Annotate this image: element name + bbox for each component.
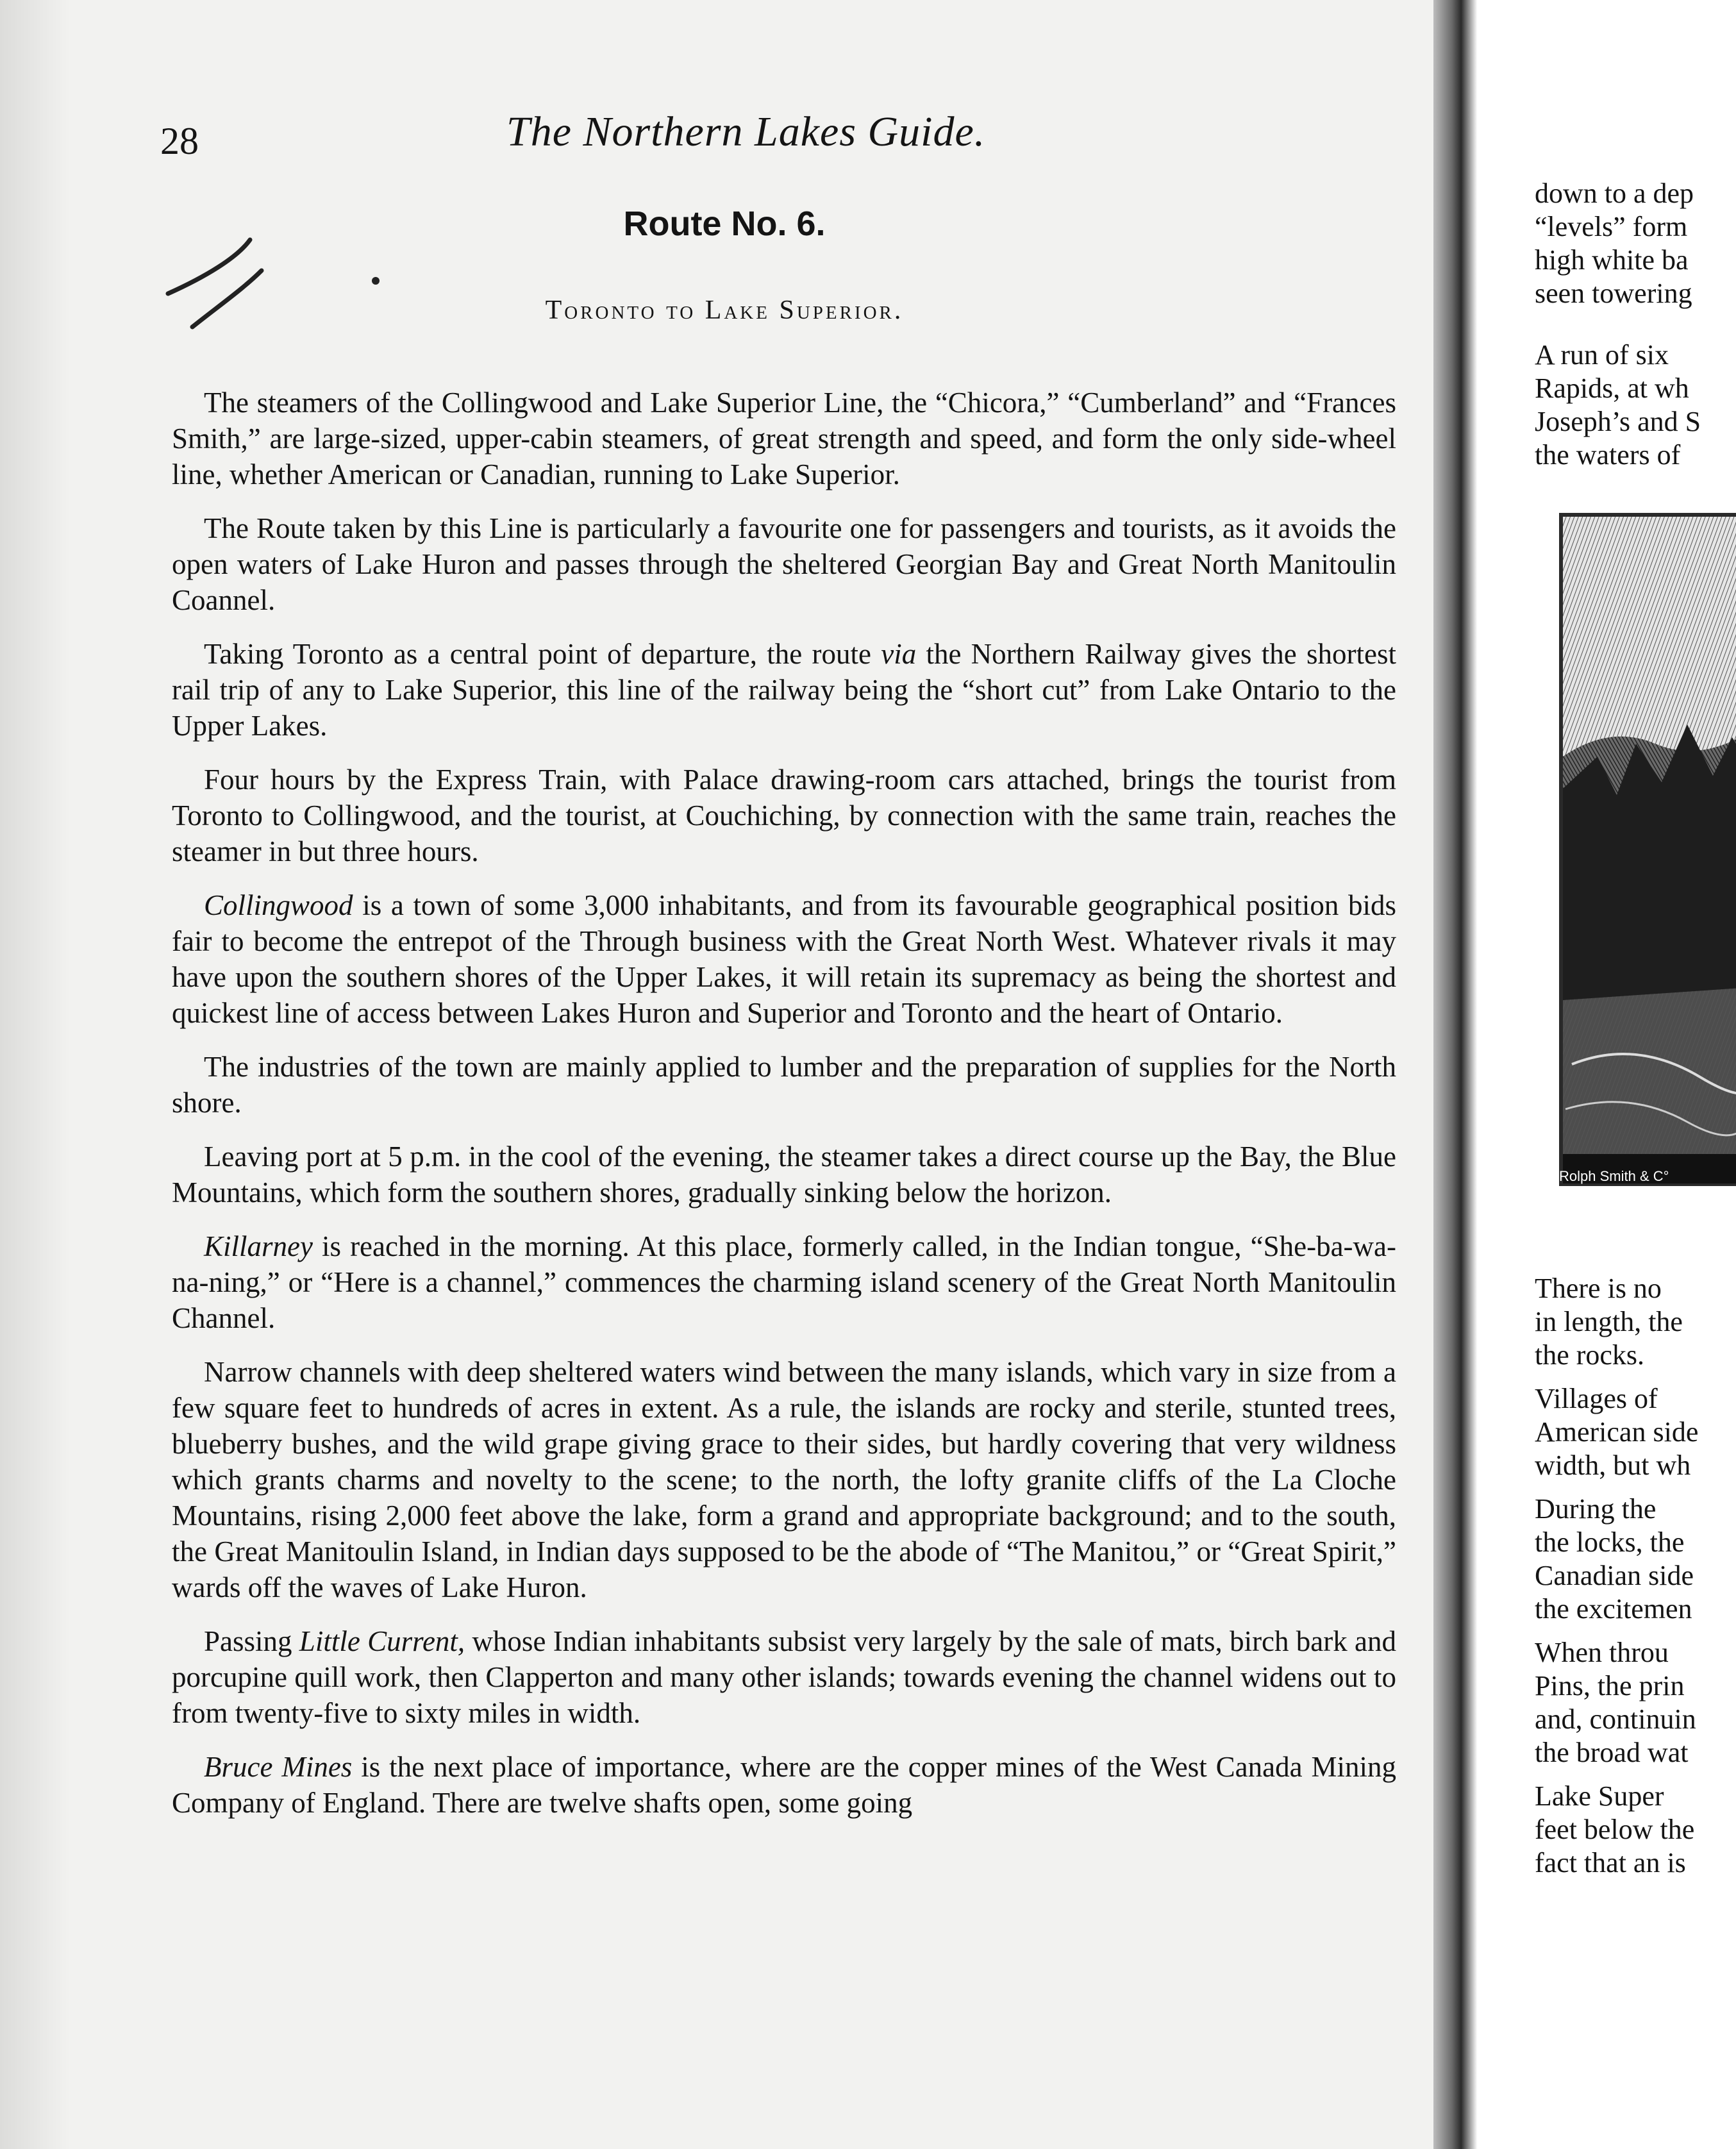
right-page-top-text xyxy=(1535,177,1736,310)
body-paragraph: Taking Toronto as a central point of departure, the route via the Northern Railway gives the shortest rail trip of any to Lake Superior, this line of the railway being the “short cut” from Lake Ontario to the Upper Lakes. xyxy=(172,638,1396,742)
italic-term: Killarney xyxy=(204,1230,313,1262)
italic-term: via xyxy=(881,638,917,670)
running-head: The Northern Lakes Guide. xyxy=(506,108,986,155)
text-line: Joseph’s and S xyxy=(1535,406,1701,437)
text-line: A run of six xyxy=(1535,339,1669,371)
engraved-illustration xyxy=(1559,513,1736,1186)
text-line: in length, the xyxy=(1535,1306,1683,1337)
text-line: There is no xyxy=(1535,1273,1662,1304)
text-line: Villages of xyxy=(1535,1383,1658,1414)
route-subtitle: Toronto to Lake Superior. xyxy=(545,296,904,325)
text-line: the broad wat xyxy=(1535,1737,1689,1768)
text-line: high white ba xyxy=(1535,244,1689,276)
text-line: width, but wh xyxy=(1535,1450,1691,1481)
right-page-bottom-text xyxy=(1535,1272,1736,1890)
body-paragraph: The Route taken by this Line is particularly a favourite one for passengers and tourists, as it avoids the open waters of Lake Huron and passes through the sheltered Georgian Bay and Great North Manitoulin Coannel. xyxy=(172,512,1396,616)
italic-term: Little Current, xyxy=(299,1625,465,1657)
body-paragraph: Narrow channels with deep sheltered waters wind between the many islands, which vary in size from a few square feet to hundreds of acres in extent. As a rule, the islands are rocky and sterile, stunted trees, blueberry bushes, and the wild grape giving grace to their sides, but hardly covering that very wildness which grants charms and novelty to the scene; to the north, the lofty granite cliffs of the La Cloche Mountains, rising 2,000 feet above the lake, form a grand and appropriate background; and to the south, the Great Manitoulin Island, in Indian days supposed to be the abode of “The Manitou,” or “Great Spirit,” wards off the waves of Lake Huron. xyxy=(172,1356,1396,1603)
right-page-para2 xyxy=(1535,339,1736,472)
right-page-paragraph xyxy=(1535,1780,1736,1880)
text-line: fact that an is xyxy=(1535,1847,1686,1878)
illustration-caption: Rolph Smith & C° xyxy=(1559,1168,1669,1184)
text-line: down to a dep xyxy=(1535,178,1694,209)
text-line: the locks, the xyxy=(1535,1526,1685,1558)
right-page-paragraph xyxy=(1535,1493,1736,1626)
right-page-paragraph xyxy=(1535,1382,1736,1482)
body-paragraph: Collingwood is a town of some 3,000 inhabitants, and from its favourable geographical position bids fair to become the entrepot of the Through business with the Great North West. Whatever rivals it may have upon the southern shores of the Upper Lakes, it will retain its supremacy as being the shortest and quickest line of access between Lakes Huron and Superior and Toronto and the heart of Ontario. xyxy=(172,889,1396,1029)
body-paragraph: Leaving port at 5 p.m. in the cool of the evening, the steamer takes a direct course up the Bay, the Blue Mountains, which form the southern shores, gradually sinking below the horizon. xyxy=(172,1141,1396,1208)
body-paragraph: The industries of the town are mainly applied to lumber and the preparation of supplies for the North shore. xyxy=(172,1051,1396,1119)
text-line: the rocks. xyxy=(1535,1339,1645,1371)
body-paragraph: The steamers of the Collingwood and Lake Superior Line, the “Chicora,” “Cumberland” and “Frances Smith,” are large-sized, upper-cabin steamers, of great strength and speed, and form the only side-wheel line, whether American or Canadian, running to Lake Superior. xyxy=(172,387,1396,490)
body-paragraph: Killarney is reached in the morning. At this place, formerly called, in the Indian tongue, “She-ba-wa-na-ning,” or “Here is a channel,” commences the charming island scenery of the Great North Manitoulin Channel. xyxy=(172,1230,1396,1334)
body-paragraph: Passing Little Current, whose Indian inhabitants subsist very largely by the sale of mats, birch bark and porcupine quill work, then Clapperton and many other islands; towards evening the channel widens out to from twenty-five to sixty miles in width. xyxy=(172,1625,1396,1729)
italic-term: Collingwood xyxy=(204,889,353,921)
ink-dot xyxy=(372,277,380,285)
text-line: During the xyxy=(1535,1493,1657,1525)
body-paragraph: Four hours by the Express Train, with Palace drawing-room cars attached, brings the tourist from Toronto to Collingwood, and the tourist, at Couchiching, by connection with the same train, reaches the steamer in but three hours. xyxy=(172,764,1396,867)
text-line: Canadian side xyxy=(1535,1560,1694,1591)
italic-term: Bruce Mines xyxy=(204,1751,353,1783)
text-line: When throu xyxy=(1535,1637,1669,1668)
text-line: Lake Super xyxy=(1535,1780,1664,1812)
text-line: Pins, the prin xyxy=(1535,1670,1685,1702)
right-page-paragraph xyxy=(1535,1272,1736,1372)
text-line: the excitemen xyxy=(1535,1593,1692,1625)
page-number: 28 xyxy=(160,120,199,162)
text-line: seen towering xyxy=(1535,278,1692,309)
text-line: feet below the xyxy=(1535,1814,1695,1845)
text-line: the waters of xyxy=(1535,439,1681,471)
text-line: and, continuin xyxy=(1535,1703,1696,1735)
right-page-paragraph xyxy=(1535,1636,1736,1769)
body-paragraph: Bruce Mines is the next place of importance, where are the copper mines of the West Canada Mining Company of England. There are twelve shafts open, some going xyxy=(172,1751,1397,1819)
body-text xyxy=(172,385,1396,1839)
book-spine-shadow xyxy=(1433,0,1480,2149)
text-line: Rapids, at wh xyxy=(1535,372,1689,404)
text-line: American side xyxy=(1535,1416,1699,1448)
text-line: “levels” form xyxy=(1535,211,1688,242)
route-title: Route No. 6. xyxy=(623,205,826,243)
